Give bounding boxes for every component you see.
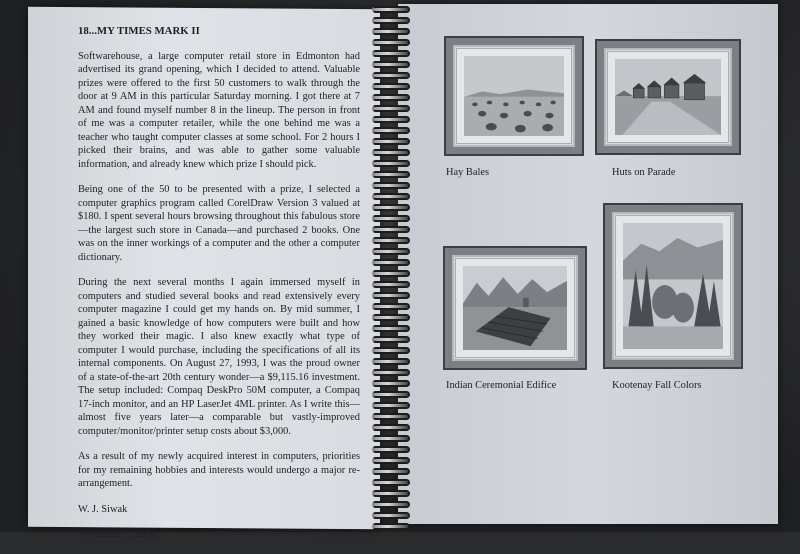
painting-frame-hay-bales <box>446 38 582 154</box>
spiral-coil <box>372 435 410 442</box>
painting-hay-bales-image <box>464 56 564 136</box>
paragraph-2: Being one of the 50 to be presented with a prize, I selected a computer graphics program called CorelDraw Version 3 valued at $180. I spent several hours browsing throughout this fabulous store—the largest such store in Canada—and purchased 2 books. One was on the inner workings of a computer and the other a computer dictionary. <box>78 184 360 263</box>
spiral-coil <box>372 193 410 200</box>
painting-mat <box>456 48 572 144</box>
left-page-text <box>78 25 360 554</box>
spiral-coil <box>372 204 410 211</box>
caption-kootenay-fall-colors: Kootenay Fall Colors <box>612 380 702 391</box>
signature-date: November 5, 1998. <box>78 529 159 540</box>
spiral-coil <box>372 259 410 266</box>
painting-frame-huts-on-parade <box>597 41 739 153</box>
painting-mat <box>607 51 729 143</box>
spiral-coil <box>372 83 410 90</box>
painting-mat <box>455 258 575 358</box>
signature-name: W. J. Siwak <box>78 503 128 515</box>
spiral-coil <box>372 347 410 354</box>
spiral-coil <box>372 446 410 453</box>
caption-hay-bales: Hay Bales <box>446 167 489 178</box>
spiral-coil <box>372 215 410 222</box>
paragraph-1: Softwarehouse, a large computer retail store in Edmonton had advertised its grand opening, which I decided to attend. Valuable prizes were offered to the first 50 customers to walk through the door at 9 AM in this particular Saturday morning. I got there at 7 AM and found myself number 8 in the lineup. The person in front of me was a computer retailer, while the one behind me was a teacher who taught computer classes at some school. For 2 hours I picked their brains, and was able to gather some valuable information, and already knew which prize I should pick. <box>78 50 360 170</box>
caption-indian-ceremonial-edifice: Indian Ceremonial Edifice <box>446 380 557 391</box>
painting-indian-ceremonial-edifice-image <box>463 266 567 350</box>
spiral-coil <box>372 391 410 398</box>
painting-huts-on-parade-image <box>615 59 721 135</box>
spiral-coil <box>372 6 410 13</box>
spiral-coil <box>372 226 410 233</box>
spiral-coil <box>372 281 410 288</box>
caption-huts-on-parade: Huts on Parade <box>612 167 676 178</box>
painting-mat <box>615 215 731 357</box>
spiral-coil <box>372 413 410 420</box>
spiral-coil <box>372 424 410 431</box>
spiral-coil <box>372 314 410 321</box>
spiral-coil <box>372 468 410 475</box>
spiral-coil <box>372 171 410 178</box>
spiral-coil <box>372 479 410 486</box>
spiral-coil <box>372 28 410 35</box>
spiral-coil <box>372 457 410 464</box>
spiral-coil <box>372 402 410 409</box>
spiral-coil <box>372 270 410 277</box>
spiral-coil <box>372 94 410 101</box>
spiral-coil <box>372 237 410 244</box>
chapter-heading: 18...MY TIMES MARK II <box>78 25 200 37</box>
spiral-coil <box>372 336 410 343</box>
spiral-coil <box>372 369 410 376</box>
spiral-coil <box>372 292 410 299</box>
spiral-coil <box>372 105 410 112</box>
spiral-coil <box>372 490 410 497</box>
spiral-coil <box>372 138 410 145</box>
spiral-coil <box>372 248 410 255</box>
spiral-coil <box>372 303 410 310</box>
spiral-coil <box>372 72 410 79</box>
spiral-coil <box>372 523 410 530</box>
spiral-coil <box>372 50 410 57</box>
spiral-coil <box>372 116 410 123</box>
spiral-coil <box>372 160 410 167</box>
spiral-binding <box>372 0 412 532</box>
painting-frame-indian-ceremonial-edifice <box>445 248 585 368</box>
spiral-coil <box>372 501 410 508</box>
paragraph-4: As a result of my newly acquired interest in computers, priorities for my remaining hobbies and interests would undergo a major re-arrangement. <box>78 451 360 489</box>
paragraph-3: During the next several months I again immersed myself in computers and studied several books and read extensively every computer magazine I could get my hands on. By mid summer, I gained a basic knowledge of how computers were built and how they worked their magic. I also knew exactly what type of computer I would purchase, including the specifications of all its internal components. On August 27, 1993, I was the proud owner of a state-of-the-art 20th century wonder—a $9,115.16 investment. The setup included: Compaq DeskPro 50M computer, a Compaq 17-inch monitor, and an HP LaserJet 4ML printer. As I write this—almost five years later—a comparable but vastly-improved computer/monitor/printer setup costs about $3,000. <box>78 277 360 437</box>
painting-frame-kootenay-fall-colors <box>605 205 741 367</box>
spiral-coil <box>372 325 410 332</box>
painting-kootenay-fall-colors-image <box>623 223 723 349</box>
spiral-coil <box>372 512 410 519</box>
spiral-coil <box>372 61 410 68</box>
spiral-coil <box>372 149 410 156</box>
spiral-coil <box>372 182 410 189</box>
spiral-coil <box>372 17 410 24</box>
spiral-coil <box>372 39 410 46</box>
spiral-coil <box>372 380 410 387</box>
spiral-coil <box>372 127 410 134</box>
spiral-coil <box>372 358 410 365</box>
